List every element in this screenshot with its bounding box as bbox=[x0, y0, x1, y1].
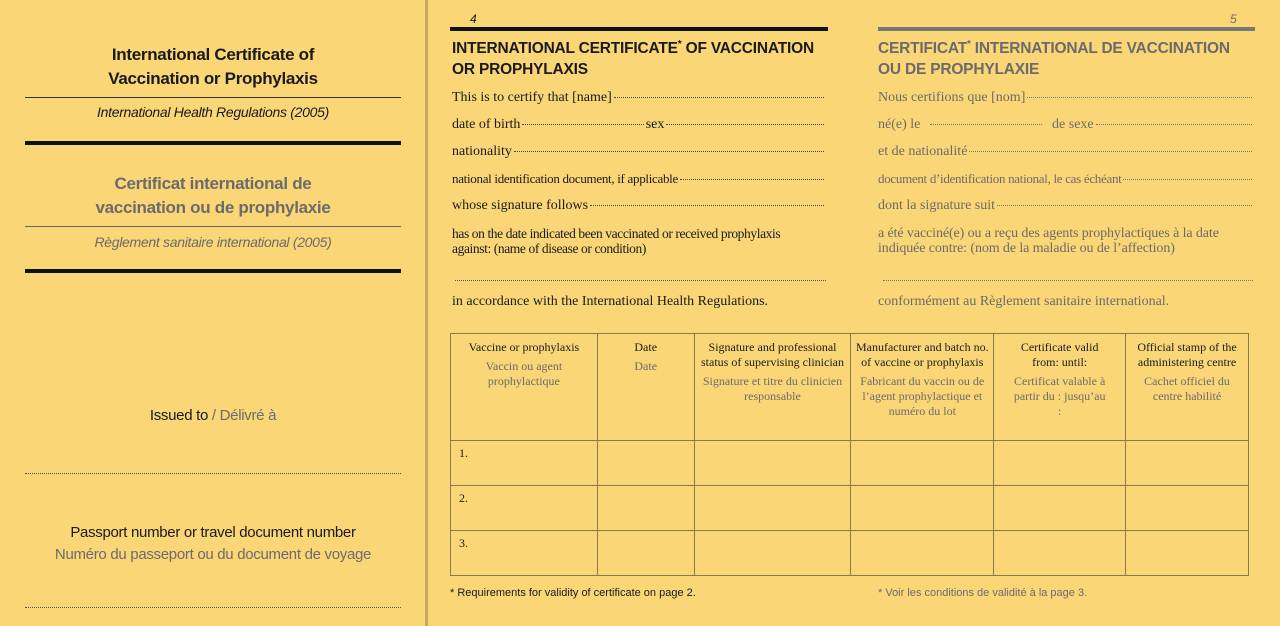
vaccinated-text-en: has on the date indicated been vaccinated or received prophylaxis against: (name of disease or condition) bbox=[452, 226, 781, 256]
table-row bbox=[451, 441, 1249, 486]
table-row bbox=[451, 486, 1249, 531]
name-field-fr[interactable]: Nous certifions que [nom] bbox=[878, 90, 1254, 106]
issued-to-field[interactable] bbox=[25, 473, 401, 474]
id-document-field-en[interactable]: national identification document, if applicable bbox=[452, 171, 826, 187]
accordance-text-en: in accordance with the International Health Regulations. bbox=[452, 294, 769, 309]
table-cell[interactable] bbox=[694, 486, 851, 531]
heading-rule-fr bbox=[878, 27, 1255, 31]
table-header-row bbox=[451, 334, 1249, 441]
column-header: Certificate valid from: until: Certificat valable à partir du : jusqu’au : bbox=[994, 334, 1126, 441]
row-number[interactable]: 1. bbox=[451, 441, 598, 486]
column-header: Date Date bbox=[597, 334, 694, 441]
column-header: Manufacturer and batch no. of vaccine or prophylaxis Fabricant du vaccin ou de l’agent prophylactique et numéro du lot bbox=[851, 334, 994, 441]
heading-en: INTERNATIONAL CERTIFICATE* OF VACCINATION OR PROPHYLAXIS bbox=[452, 39, 814, 78]
vaccinated-text-fr: a été vacciné(e) ou a reçu des agents prophylactiques à la date indiquée contre: (nom de la maladie ou de l’affection) bbox=[878, 226, 1219, 256]
divider bbox=[25, 97, 401, 98]
column-header: Official stamp of the administering centre Cachet officiel du centre habilité bbox=[1126, 334, 1249, 441]
disease-field-fr[interactable] bbox=[883, 280, 1253, 281]
table-cell[interactable] bbox=[851, 531, 994, 576]
table-row bbox=[451, 531, 1249, 576]
disease-field-en[interactable] bbox=[455, 280, 826, 281]
column-header: Vaccine or prophylaxis Vaccin ou agent prophylactique bbox=[451, 334, 598, 441]
heading-rule-en bbox=[450, 27, 828, 31]
table-cell[interactable] bbox=[1126, 531, 1249, 576]
issued-to-label: Issued to / Délivré à bbox=[149, 407, 277, 424]
cover-page bbox=[0, 0, 425, 626]
accordance-text-fr: conformément au Règlement sanitaire international. bbox=[878, 294, 1170, 309]
divider bbox=[25, 226, 401, 227]
signature-field-fr[interactable]: dont la signature suit bbox=[878, 198, 1254, 214]
heading-fr: CERTIFICAT* INTERNATIONAL DE VACCINATION OU DE PROPHYLAXIE bbox=[878, 39, 1230, 78]
row-number[interactable]: 3. bbox=[451, 531, 598, 576]
table-cell[interactable] bbox=[597, 531, 694, 576]
nationality-field-fr[interactable]: et de nationalité bbox=[878, 144, 1254, 160]
table-cell[interactable] bbox=[851, 486, 994, 531]
vaccination-table bbox=[450, 333, 1249, 576]
cover-title-en: International Certificate of Vaccination or Prophylaxis bbox=[108, 45, 318, 88]
table-cell[interactable] bbox=[994, 531, 1126, 576]
table-cell[interactable] bbox=[1126, 441, 1249, 486]
dob-sex-field-en[interactable]: date of birth sex bbox=[452, 117, 826, 133]
table-cell[interactable] bbox=[994, 441, 1126, 486]
cover-subtitle-fr: Règlement sanitaire international (2005) bbox=[94, 234, 332, 250]
dob-sex-field-fr[interactable]: né(e) le de sexe bbox=[878, 117, 1254, 133]
divider-thick bbox=[25, 141, 401, 145]
footnote-en: * Requirements for validity of certificate on page 2. bbox=[450, 587, 696, 599]
footnote-fr: * Voir les conditions de validité à la page 3. bbox=[878, 587, 1088, 599]
passport-label: Passport number or travel document number Numéro du passeport ou du document de voyage bbox=[54, 524, 372, 563]
table-cell[interactable] bbox=[597, 486, 694, 531]
cover-subtitle-en: International Health Regulations (2005) bbox=[97, 104, 329, 120]
table-cell[interactable] bbox=[994, 486, 1126, 531]
signature-field-en[interactable]: whose signature follows bbox=[452, 198, 826, 214]
page-number-right: 5 bbox=[1230, 12, 1237, 26]
table-cell[interactable] bbox=[694, 441, 851, 486]
cover-title-fr: Certificat international de vaccination ou de prophylaxie bbox=[95, 174, 331, 217]
table-cell[interactable] bbox=[597, 441, 694, 486]
certificate-spread bbox=[428, 0, 1280, 626]
table-cell[interactable] bbox=[694, 531, 851, 576]
row-number[interactable]: 2. bbox=[451, 486, 598, 531]
table-cell[interactable] bbox=[851, 441, 994, 486]
table-cell[interactable] bbox=[1126, 486, 1249, 531]
divider-thick bbox=[25, 269, 401, 273]
name-field-en[interactable]: This is to certify that [name] bbox=[452, 90, 826, 106]
passport-field[interactable] bbox=[25, 607, 401, 608]
id-document-field-fr[interactable]: document d’identification national, le cas échéant bbox=[878, 171, 1254, 187]
page-number-left: 4 bbox=[470, 12, 477, 26]
column-header: Signature and professional status of supervising clinician Signature et titre du clinicien responsable bbox=[694, 334, 851, 441]
nationality-field-en[interactable]: nationality bbox=[452, 144, 826, 160]
